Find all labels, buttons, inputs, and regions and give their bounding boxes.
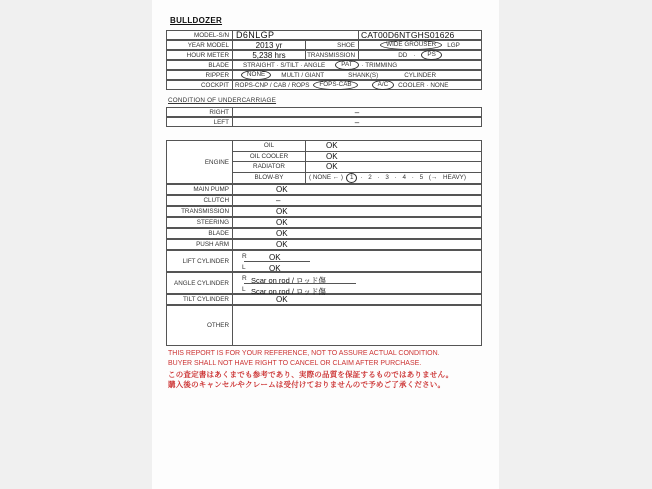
model-sn-label: MODEL-S/N [167, 31, 233, 39]
transmission-option-dd: DD [398, 51, 408, 59]
row-steering [166, 217, 482, 228]
steering-value-cell [233, 218, 481, 227]
row-push-arm [166, 239, 482, 250]
cockpit-selected-fops-cab: FOPS-CAB [313, 80, 357, 91]
row-clutch [166, 195, 482, 206]
angle-cylinder-block [166, 272, 482, 294]
inspection-table [166, 140, 482, 346]
blade-check-value: OK [276, 229, 288, 238]
lift-cylinder-label: LIFT CYLINDER [167, 251, 233, 271]
angle-cylinder-right-row [233, 273, 481, 284]
report-title: BULLDOZER [170, 16, 223, 25]
transmission-value-cell [359, 51, 481, 59]
ripper-option-cylinder: CYLINDER [404, 71, 437, 79]
push-arm-value: OK [276, 240, 288, 249]
engine-label: ENGINE [167, 141, 233, 183]
row-cockpit [166, 80, 482, 90]
tilt-cylinder-value: OK [276, 295, 288, 304]
shoe-label: SHOE [337, 41, 355, 49]
disclaimer-line-en-2: BUYER SHALL NOT HAVE RIGHT TO CANCEL OR CLAIM AFTER PURCHASE. [168, 360, 422, 368]
angle-cylinder-rows [233, 273, 481, 296]
undercarriage-left-value: – [354, 117, 360, 127]
angle-cylinder-label: ANGLE CYLINDER [167, 273, 233, 293]
steering-label: STEERING [167, 218, 233, 227]
cockpit-options-pre: ROPS-CNP / CAB / ROPS [235, 81, 310, 89]
shoe-selected-option: WIDE GROUSER [380, 40, 442, 51]
row-blade [166, 60, 482, 70]
engine-oil-value: OK [326, 141, 338, 151]
lift-cylinder-block [166, 250, 482, 272]
cockpit-options-cell [233, 81, 481, 89]
engine-oil-label: OIL [233, 141, 306, 151]
undercarriage-left-label: LEFT [167, 118, 233, 126]
angle-r-mark: R [242, 275, 247, 282]
row-other [166, 305, 482, 346]
row-year-shoe [166, 40, 482, 50]
blade-options-pre: STRAIGHT · S/TILT · ANGLE [243, 61, 326, 69]
undercarriage-right-value: – [354, 107, 360, 117]
engine-subrows [233, 141, 481, 183]
blade-check-value-cell [233, 229, 481, 238]
undercarriage-left-value-cell [233, 118, 481, 126]
year-value-cell [233, 41, 306, 49]
engine-radiator-value-cell [306, 162, 481, 172]
row-model-sn [166, 30, 482, 40]
cockpit-label: COCKPIT [167, 81, 233, 89]
engine-blowby-scale [306, 173, 481, 184]
row-transmission-check [166, 206, 482, 217]
blade-options-cell [233, 61, 481, 69]
serial-value: CAT00D6NTGHS01626 [361, 30, 455, 40]
disclaimer-line-jp-2: 購入後のキャンセルやクレームは受付けておりませんので予めご了承ください。 [168, 379, 446, 389]
spec-table [166, 30, 482, 90]
angle-l-mark: L [242, 286, 246, 293]
push-arm-value-cell [233, 240, 481, 249]
cockpit-selected-ac: A/C [372, 80, 395, 91]
lift-r-mark: R [242, 253, 247, 260]
transmission-separator: · [413, 51, 416, 59]
main-pump-value: OK [276, 185, 288, 194]
year-label: YEAR MODEL [167, 41, 233, 49]
ripper-option-shank: SHANK(S) [348, 71, 379, 79]
tilt-cylinder-label: TILT CYLINDER [167, 295, 233, 304]
ripper-selected-option: NONE [241, 70, 271, 81]
undercarriage-right-label: RIGHT [167, 108, 233, 116]
disclaimer-line-en-1: THIS REPORT IS FOR YOUR REFERENCE, NOT TO ASSURE ACTUAL CONDITION. [168, 350, 440, 357]
transmission-check-value-cell [233, 207, 481, 216]
year-value: 2013 yr [255, 40, 283, 50]
engine-oil-cooler-value: OK [326, 151, 338, 161]
clutch-value: – [276, 196, 281, 205]
blowby-scale-post: · 2 · 3 · 4 · 5 (→ HEAVY) [360, 174, 466, 182]
lift-l-mark: L [242, 264, 246, 271]
cockpit-options-post: COOLER · NONE [398, 81, 449, 89]
engine-oil-cooler-value-cell [306, 152, 481, 162]
lift-cylinder-rows [233, 251, 481, 271]
angle-r-value: Scar on rod / ロッド傷 [251, 275, 326, 285]
row-engine-blowby [233, 173, 481, 184]
transmission-label: TRANSMISSION [307, 51, 355, 59]
clutch-label: CLUTCH [167, 196, 233, 205]
lift-cylinder-left-row [233, 262, 481, 273]
angle-cylinder-left-row [233, 284, 481, 295]
engine-radiator-label: RADIATOR [233, 162, 306, 172]
row-main-pump [166, 184, 482, 195]
hour-meter-value: 5,238 hrs [252, 50, 286, 60]
steering-value: OK [276, 218, 288, 227]
model-value-cell [233, 31, 359, 39]
other-value-cell [233, 306, 481, 345]
row-ripper [166, 70, 482, 80]
engine-block [166, 140, 482, 184]
blowby-scale-pre: ( NONE ← ) [309, 174, 343, 182]
engine-blowby-label: BLOW-BY [233, 173, 306, 184]
model-value: D6NLGP [236, 30, 275, 40]
hour-value-cell [233, 51, 306, 59]
ripper-options-cell [233, 71, 481, 79]
row-undercarriage-left [166, 117, 482, 127]
row-engine-radiator [233, 162, 481, 173]
undercarriage-heading: CONDITION OF UNDERCARRIAGE [168, 97, 277, 104]
blade-label: BLADE [167, 61, 233, 69]
disclaimer-line-jp-1: この査定書はあくまでも参考であり、実際の品質を保証するものではありません。 [168, 369, 454, 379]
shoe-option-lgp: LGP [447, 41, 460, 49]
other-label: OTHER [167, 306, 233, 345]
transmission-selected-option: PS [421, 50, 441, 61]
row-blade-check [166, 228, 482, 239]
transmission-check-value: OK [276, 207, 288, 216]
angle-l-value: Scar on rod / ロッド傷 [251, 286, 326, 296]
blowby-selected-rating: 1 [346, 173, 358, 184]
push-arm-label: PUSH ARM [167, 240, 233, 249]
scanned-report-page [152, 0, 499, 489]
row-engine-oil [233, 141, 481, 152]
ripper-label: RIPPER [167, 71, 233, 79]
clutch-value-cell [233, 196, 481, 205]
blade-options-post: · TRIMMING [361, 61, 398, 69]
disclaimer [168, 349, 490, 390]
row-hour-transmission [166, 50, 482, 60]
lift-cylinder-right-row [233, 251, 481, 262]
transmission-label-cell [306, 51, 359, 59]
shoe-value-cell [359, 41, 481, 49]
main-pump-value-cell [233, 185, 481, 194]
undercarriage-right-value-cell [233, 108, 481, 116]
row-engine-oil-cooler [233, 152, 481, 163]
transmission-check-label: TRANSMISSION [167, 207, 233, 216]
lift-r-value: OK [269, 252, 281, 262]
ripper-option-multi-giant: MULTI / GIANT [281, 71, 325, 79]
main-pump-label: MAIN PUMP [167, 185, 233, 194]
hour-meter-label: HOUR METER [167, 51, 233, 59]
engine-oil-cooler-label: OIL COOLER [233, 152, 306, 162]
undercarriage-table [166, 107, 482, 127]
engine-oil-value-cell [306, 141, 481, 151]
engine-radiator-value: OK [326, 162, 338, 172]
lift-l-value: OK [269, 263, 281, 273]
blade-check-label: BLADE [167, 229, 233, 238]
row-undercarriage-right [166, 107, 482, 117]
shoe-label-cell [306, 41, 359, 49]
serial-value-cell [359, 31, 481, 39]
blade-selected-option: PAT [335, 60, 358, 71]
